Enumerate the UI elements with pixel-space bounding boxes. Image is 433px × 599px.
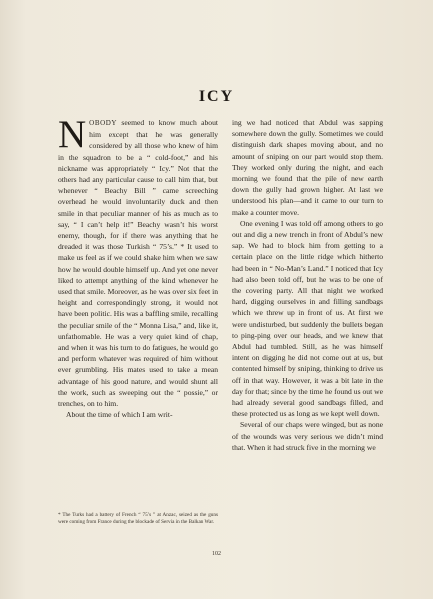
opening-paragraph-text: seemed to know much about him except that he was generally considered by all those who knew of him in the squadron to be a “ cold-foot,” and his nickname was appropriately “ Icy.” Not that the others had any particular cause to call him that, but whenever “ Beachy Bill ” came screeching overhead he would involuntarily duck and then smile in that peculiar manner of his as much as to say, “ I can’t help it!” Beachy wasn’t his worst enemy, though, for if there was anything that he dreaded it was those Turkish “ 75’s.” * It used to make us feel as if we could shake him when we saw how he would double himself up. And yet one never liked to attempt anything of the kind whenever he used that smile. Moreover, as he was over six feet in height and correspondingly strong, it would not have been politic. His was a baffling smile, recalling the peculiar smile of the “ Monna Lisa,” and, like it, unfathomable. He was a very quiet kind of chap, and when it was his turn to do fatigues, he would go and perform whatever was required of him without ever grumbling. His mates used to take a mean advantage of his good nature, and would shunt all the work, such as sweeping out the “ possie,” or trenches, on to him. <box>58 118 218 409</box>
lead-word: OBODY <box>89 119 118 127</box>
left-column <box>58 113 218 420</box>
paragraph: One evening I was told off among others to go out and dig a new trench in front of Abdul’s new sap. We had to block him from getting to a certain place on the little ridge which hitherto had been in “ No-Man’s Land.” I noticed that Icy had also been told off, but he was to be one of the covering party. All that night we worked hard, digging ourselves in and filling sandbags which we threw up in front of us. At first we were undisturbed, but suddenly the bullets began to ping-ping over our heads, and we knew that Abdul had tumbled. Still, as he was himself intent on digging he did not come out at us, but contented himself by sniping, thinking to drive us off in that way. However, it was a bit late in the day for that; since by the time he found us out we had already several good sandbags filled, and these protected us as long as we kept well down. <box>232 218 384 419</box>
opening-paragraph <box>58 113 218 409</box>
paragraph: ing we had noticed that Abdul was sapping somewhere down the gully. Sometimes we could distinguish dark shapes moving about, and no amount of sniping on our part would stop them. They worked only during the night, and each morning we found that the pile of new earth down the gully had grown higher. At last we understood his plan—and it came to our turn to make a counter move. <box>232 118 383 217</box>
drop-cap: N <box>58 113 87 156</box>
page-title: ICY <box>198 88 235 105</box>
footnote: * The Turks had a battery of French “ 75’s ” at Anzac, seized as the guns were coming from France during the blockade of Servia in the Balkan War. <box>58 512 218 525</box>
paragraph: About the time of which I am writ- <box>66 410 173 420</box>
page-number: 102 <box>212 551 221 557</box>
right-column <box>232 117 383 453</box>
paragraph: Several of our chaps were winged, but as none of the wounds was very serious we didn’t mind that. When it had struck five in the morning we <box>232 420 383 452</box>
